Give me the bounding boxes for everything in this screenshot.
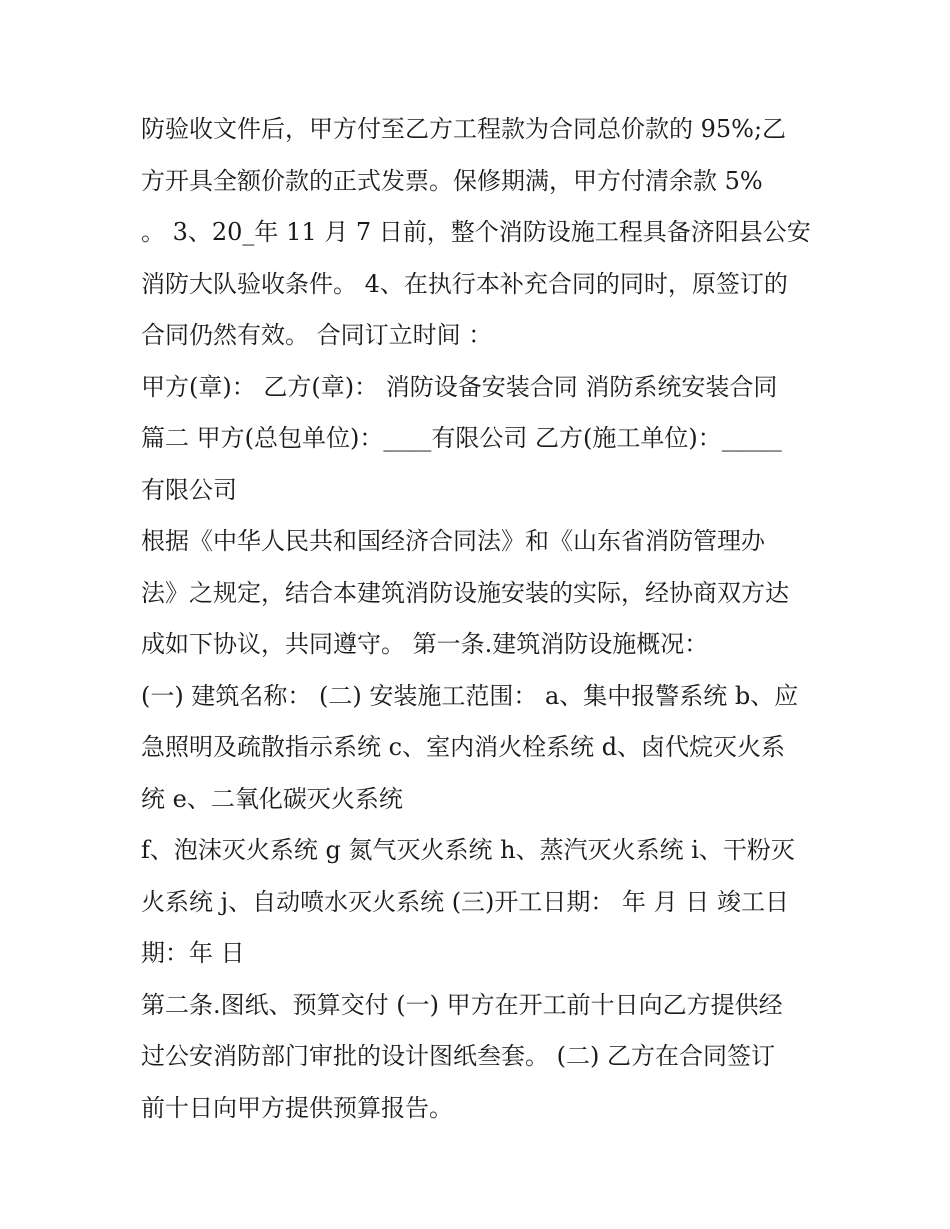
text-line: 期：年 日 xyxy=(141,939,245,967)
text-line: 有限公司 xyxy=(141,475,237,504)
text-line: f、泡沫灭火系统 g 氮气灭火系统 h、蒸汽灭火系统 i、干粉灭 xyxy=(141,836,795,864)
text-line: 消防大队验收条件。 4、在执行本补充合同的同时，原签订的 xyxy=(141,269,788,298)
text-line: 方开具全额价款的正式发票。保修期满，甲方付清余款 5% xyxy=(141,166,763,195)
document-body xyxy=(141,104,821,1134)
text-line: 法》之规定，结合本建筑消防设施安装的实际，经协商双方达 xyxy=(141,578,789,607)
text-line: 前十日向甲方提供预算报告。 xyxy=(141,1093,453,1122)
text-line: (一) 建筑名称： (二) 安装施工范围： a、集中报警系统 b、应 xyxy=(141,681,799,710)
text-line: 防验收文件后，甲方付至乙方工程款为合同总价款的 95%;乙 xyxy=(141,115,787,143)
text-line: 。 3、20_年 11 月 7 日前，整个消防设施工程具备济阳县公安 xyxy=(141,218,811,246)
text-line: 根据《中华人民共和国经济合同法》和《山东省消防管理办 xyxy=(141,527,765,555)
text-line: 统 e、二氧化碳灭火系统 xyxy=(141,784,403,813)
text-line: 合同仍然有效。 合同订立时间 ： xyxy=(141,321,493,349)
text-line: 第二条.图纸、预算交付 (一) 甲方在开工前十日向乙方提供经 xyxy=(141,990,783,1019)
text-line: 成如下协议，共同遵守。 第一条.建筑消防设施概况： xyxy=(141,630,709,658)
text-line: 篇二 甲方(总包单位)：____有限公司 乙方(施工单位)：_____ xyxy=(141,424,782,452)
text-line: 火系统 j、自动喷水灭火系统 (三)开工日期： 年 月 日 竣工日 xyxy=(141,887,789,916)
text-line: 急照明及疏散指示系统 c、室内消火栓系统 d、卤代烷灭火系 xyxy=(141,733,786,761)
text-line: 过公安消防部门审批的设计图纸叁套。 (二) 乙方在合同签订 xyxy=(141,1042,775,1070)
text-line: 甲方(章)： 乙方(章)： 消防设备安装合同 消防系统安装合同 xyxy=(141,372,778,401)
